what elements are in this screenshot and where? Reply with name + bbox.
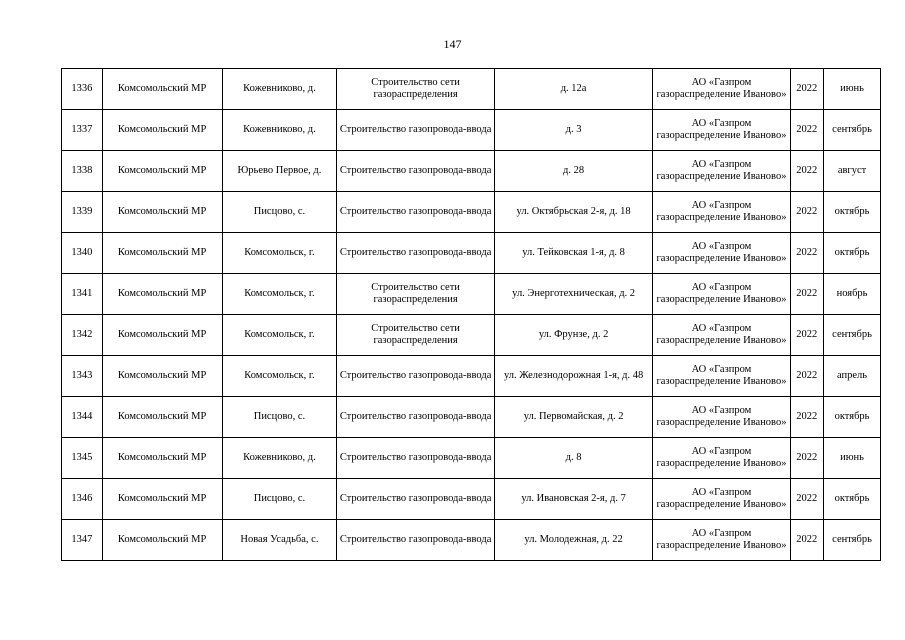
- month-cell: август: [824, 151, 881, 192]
- organization-cell: АО «Газпром газораспределение Иваново»: [653, 233, 790, 274]
- year-cell: 2022: [790, 356, 824, 397]
- month-cell: октябрь: [824, 479, 881, 520]
- address-cell: ул. Ивановская 2-я, д. 7: [494, 479, 653, 520]
- work-type-cell: Строительство газопровода-ввода: [337, 233, 495, 274]
- district-cell: Комсомольский МР: [102, 479, 222, 520]
- address-cell: д. 12а: [494, 69, 653, 110]
- table-row: [62, 69, 881, 110]
- organization-cell: АО «Газпром газораспределение Иваново»: [653, 69, 790, 110]
- locality-cell: Писцово, с.: [222, 397, 337, 438]
- year-cell: 2022: [790, 192, 824, 233]
- organization-cell: АО «Газпром газораспределение Иваново»: [653, 520, 790, 561]
- month-cell: октябрь: [824, 233, 881, 274]
- locality-cell: Комсомольск, г.: [222, 356, 337, 397]
- year-cell: 2022: [790, 438, 824, 479]
- address-cell: ул. Железнодорожная 1-я, д. 48: [494, 356, 653, 397]
- month-cell: июнь: [824, 438, 881, 479]
- table-row: [62, 356, 881, 397]
- table-row: [62, 110, 881, 151]
- table-row: [62, 151, 881, 192]
- locality-cell: Новая Усадьба, с.: [222, 520, 337, 561]
- table-row: [62, 397, 881, 438]
- row-number-cell: 1337: [62, 110, 103, 151]
- address-cell: ул. Молодежная, д. 22: [494, 520, 653, 561]
- organization-cell: АО «Газпром газораспределение Иваново»: [653, 479, 790, 520]
- row-number-cell: 1346: [62, 479, 103, 520]
- district-cell: Комсомольский МР: [102, 397, 222, 438]
- district-cell: Комсомольский МР: [102, 274, 222, 315]
- year-cell: 2022: [790, 233, 824, 274]
- month-cell: апрель: [824, 356, 881, 397]
- table-row: [62, 192, 881, 233]
- year-cell: 2022: [790, 520, 824, 561]
- locality-cell: Комсомольск, г.: [222, 233, 337, 274]
- work-type-cell: Строительство газопровода-ввода: [337, 397, 495, 438]
- year-cell: 2022: [790, 397, 824, 438]
- district-cell: Комсомольский МР: [102, 69, 222, 110]
- organization-cell: АО «Газпром газораспределение Иваново»: [653, 397, 790, 438]
- organization-cell: АО «Газпром газораспределение Иваново»: [653, 315, 790, 356]
- table-row: [62, 520, 881, 561]
- table-row: [62, 315, 881, 356]
- row-number-cell: 1339: [62, 192, 103, 233]
- work-type-cell: Строительство газопровода-ввода: [337, 110, 495, 151]
- locality-cell: Кожевниково, д.: [222, 110, 337, 151]
- organization-cell: АО «Газпром газораспределение Иваново»: [653, 438, 790, 479]
- table-body: [62, 69, 881, 561]
- district-cell: Комсомольский МР: [102, 520, 222, 561]
- address-cell: ул. Первомайская, д. 2: [494, 397, 653, 438]
- work-type-cell: Строительство газопровода-ввода: [337, 356, 495, 397]
- address-cell: ул. Октябрьская 2-я, д. 18: [494, 192, 653, 233]
- district-cell: Комсомольский МР: [102, 192, 222, 233]
- row-number-cell: 1336: [62, 69, 103, 110]
- work-type-cell: Строительство сети газораспределения: [337, 274, 495, 315]
- table-row: [62, 274, 881, 315]
- row-number-cell: 1342: [62, 315, 103, 356]
- year-cell: 2022: [790, 69, 824, 110]
- district-cell: Комсомольский МР: [102, 151, 222, 192]
- year-cell: 2022: [790, 110, 824, 151]
- organization-cell: АО «Газпром газораспределение Иваново»: [653, 151, 790, 192]
- work-type-cell: Строительство газопровода-ввода: [337, 520, 495, 561]
- district-cell: Комсомольский МР: [102, 233, 222, 274]
- table-row: [62, 479, 881, 520]
- work-type-cell: Строительство газопровода-ввода: [337, 192, 495, 233]
- row-number-cell: 1341: [62, 274, 103, 315]
- locality-cell: Комсомольск, г.: [222, 274, 337, 315]
- work-type-cell: Строительство газопровода-ввода: [337, 438, 495, 479]
- address-cell: ул. Энерготехническая, д. 2: [494, 274, 653, 315]
- row-number-cell: 1344: [62, 397, 103, 438]
- work-type-cell: Строительство газопровода-ввода: [337, 479, 495, 520]
- month-cell: ноябрь: [824, 274, 881, 315]
- address-cell: д. 28: [494, 151, 653, 192]
- year-cell: 2022: [790, 151, 824, 192]
- month-cell: октябрь: [824, 397, 881, 438]
- organization-cell: АО «Газпром газораспределение Иваново»: [653, 110, 790, 151]
- work-type-cell: Строительство сети газораспределения: [337, 315, 495, 356]
- work-type-cell: Строительство сети газораспределения: [337, 69, 495, 110]
- locality-cell: Писцово, с.: [222, 192, 337, 233]
- row-number-cell: 1345: [62, 438, 103, 479]
- organization-cell: АО «Газпром газораспределение Иваново»: [653, 274, 790, 315]
- month-cell: сентябрь: [824, 110, 881, 151]
- address-cell: ул. Тейковская 1-я, д. 8: [494, 233, 653, 274]
- row-number-cell: 1340: [62, 233, 103, 274]
- month-cell: октябрь: [824, 192, 881, 233]
- month-cell: июнь: [824, 69, 881, 110]
- locality-cell: Юрьево Первое, д.: [222, 151, 337, 192]
- address-cell: д. 8: [494, 438, 653, 479]
- district-cell: Комсомольский МР: [102, 110, 222, 151]
- page-number: 147: [443, 37, 462, 51]
- locality-cell: Писцово, с.: [222, 479, 337, 520]
- district-cell: Комсомольский МР: [102, 356, 222, 397]
- address-cell: ул. Фрунзе, д. 2: [494, 315, 653, 356]
- month-cell: сентябрь: [824, 315, 881, 356]
- table-row: [62, 438, 881, 479]
- table-row: [62, 233, 881, 274]
- month-cell: сентябрь: [824, 520, 881, 561]
- row-number-cell: 1338: [62, 151, 103, 192]
- year-cell: 2022: [790, 479, 824, 520]
- work-type-cell: Строительство газопровода-ввода: [337, 151, 495, 192]
- row-number-cell: 1347: [62, 520, 103, 561]
- locality-cell: Кожевниково, д.: [222, 438, 337, 479]
- year-cell: 2022: [790, 274, 824, 315]
- address-cell: д. 3: [494, 110, 653, 151]
- organization-cell: АО «Газпром газораспределение Иваново»: [653, 192, 790, 233]
- organization-cell: АО «Газпром газораспределение Иваново»: [653, 356, 790, 397]
- row-number-cell: 1343: [62, 356, 103, 397]
- locality-cell: Комсомольск, г.: [222, 315, 337, 356]
- locality-cell: Кожевниково, д.: [222, 69, 337, 110]
- year-cell: 2022: [790, 315, 824, 356]
- registry-table: [61, 68, 881, 561]
- district-cell: Комсомольский МР: [102, 438, 222, 479]
- district-cell: Комсомольский МР: [102, 315, 222, 356]
